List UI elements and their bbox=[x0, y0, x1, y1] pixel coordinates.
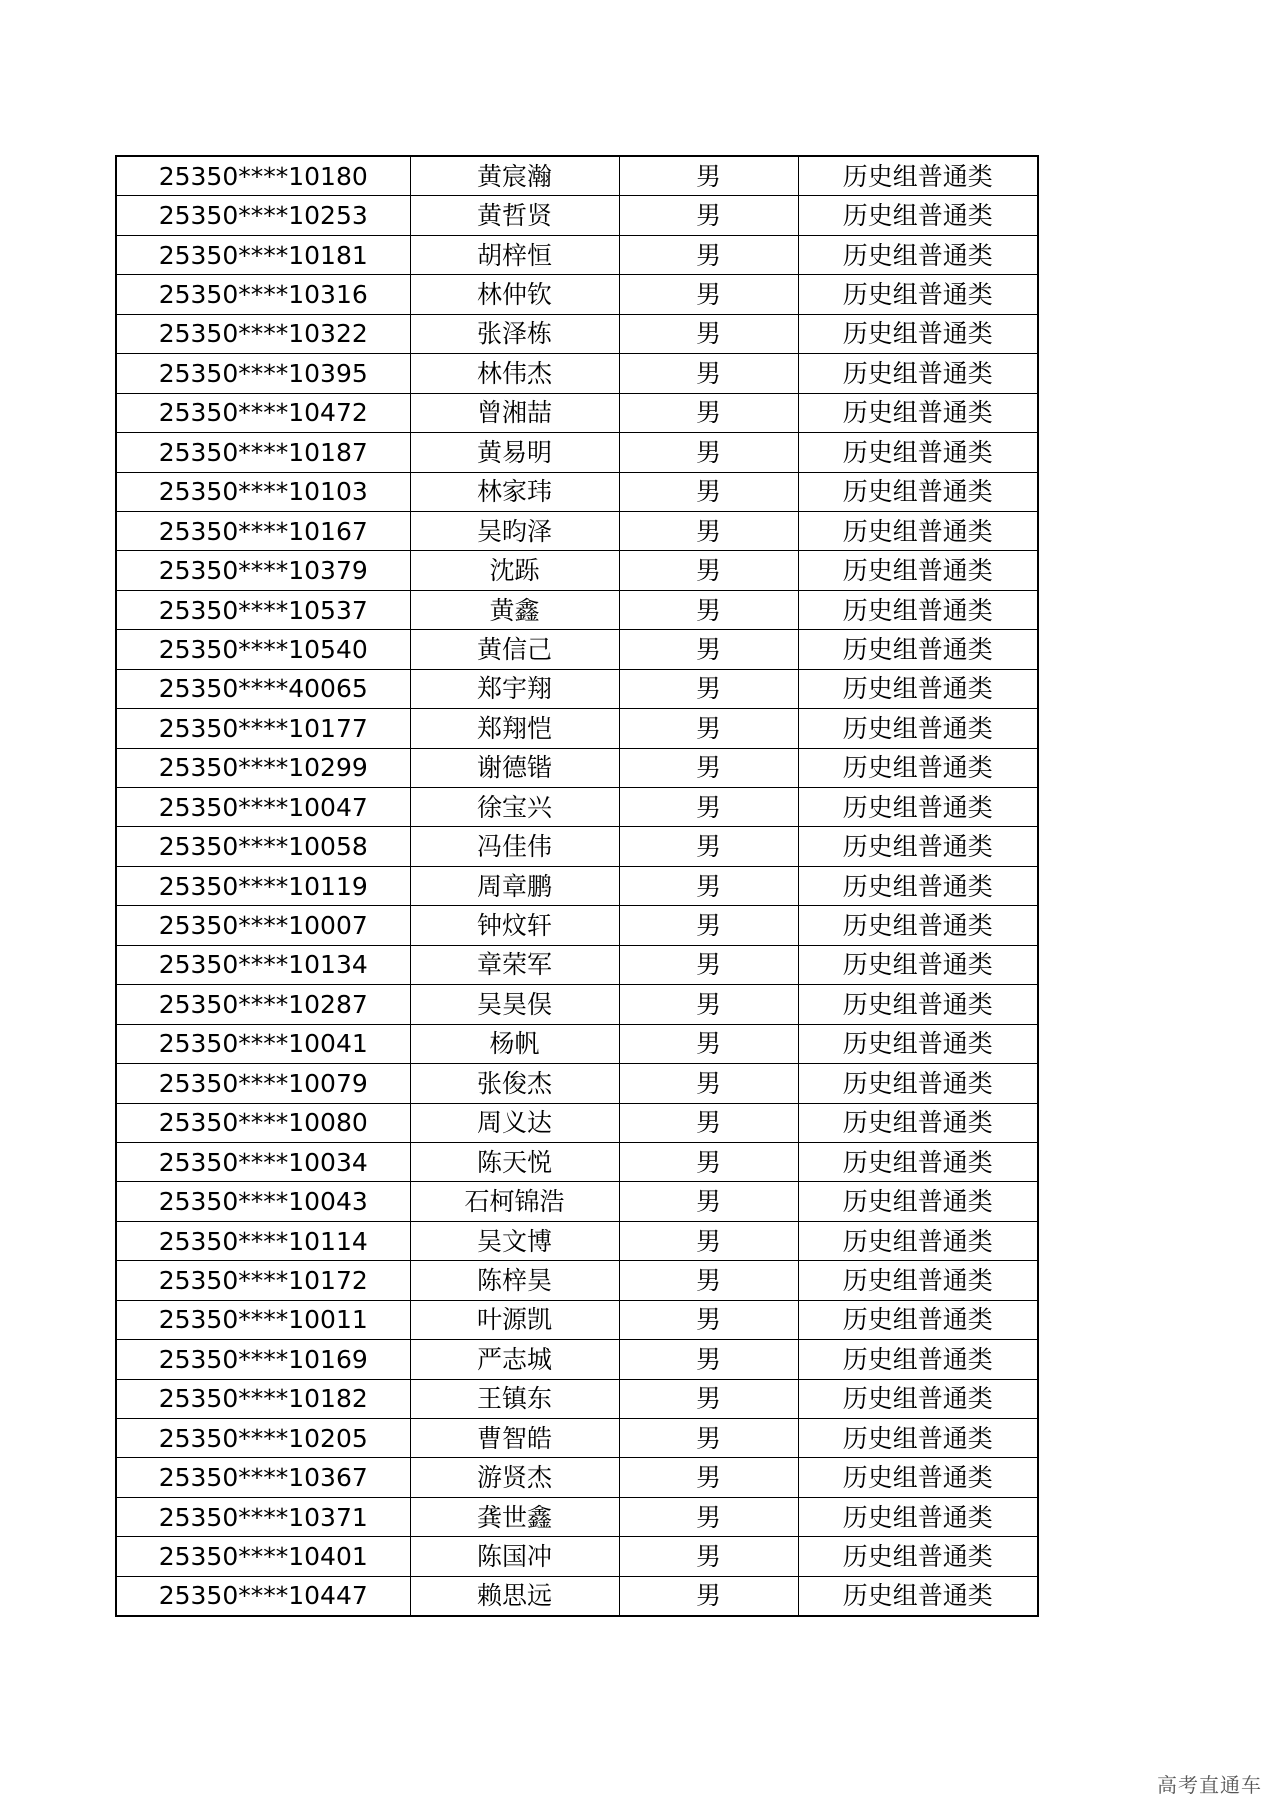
table-row bbox=[116, 945, 1038, 984]
gender-cell: 男 bbox=[619, 630, 798, 669]
table-row bbox=[116, 590, 1038, 629]
table-row bbox=[116, 788, 1038, 827]
category-cell: 历史组普通类 bbox=[798, 511, 1038, 550]
exam-number-cell: 25350****10041 bbox=[116, 1024, 410, 1063]
student-name-cell: 陈梓昊 bbox=[410, 1261, 619, 1300]
category-cell: 历史组普通类 bbox=[798, 590, 1038, 629]
category-cell: 历史组普通类 bbox=[798, 1300, 1038, 1339]
category-cell: 历史组普通类 bbox=[798, 985, 1038, 1024]
student-name-cell: 徐宝兴 bbox=[410, 788, 619, 827]
exam-number-cell: 25350****10043 bbox=[116, 1182, 410, 1221]
exam-number-cell: 25350****10287 bbox=[116, 985, 410, 1024]
gender-cell: 男 bbox=[619, 827, 798, 866]
table-row bbox=[116, 472, 1038, 511]
table-row bbox=[116, 433, 1038, 472]
exam-number-cell: 25350****10180 bbox=[116, 156, 410, 196]
category-cell: 历史组普通类 bbox=[798, 1576, 1038, 1616]
table-row bbox=[116, 630, 1038, 669]
exam-number-cell: 25350****10371 bbox=[116, 1497, 410, 1536]
category-cell: 历史组普通类 bbox=[798, 156, 1038, 196]
watermark-text: 高考直通车 bbox=[1157, 1773, 1262, 1797]
category-cell: 历史组普通类 bbox=[798, 1419, 1038, 1458]
student-name-cell: 石柯锦浩 bbox=[410, 1182, 619, 1221]
table-row bbox=[116, 1142, 1038, 1181]
student-name-cell: 曹智皓 bbox=[410, 1419, 619, 1458]
category-cell: 历史组普通类 bbox=[798, 275, 1038, 314]
table-row bbox=[116, 1497, 1038, 1536]
table-row bbox=[116, 1182, 1038, 1221]
exam-number-cell: 25350****10537 bbox=[116, 590, 410, 629]
student-name-cell: 周义达 bbox=[410, 1103, 619, 1142]
student-name-cell: 赖思远 bbox=[410, 1576, 619, 1616]
table-row bbox=[116, 393, 1038, 432]
exam-number-cell: 25350****10007 bbox=[116, 906, 410, 945]
student-name-cell: 严志城 bbox=[410, 1340, 619, 1379]
gender-cell: 男 bbox=[619, 866, 798, 905]
table-row bbox=[116, 1458, 1038, 1497]
table-row bbox=[116, 1576, 1038, 1616]
category-cell: 历史组普通类 bbox=[798, 630, 1038, 669]
category-cell: 历史组普通类 bbox=[798, 1182, 1038, 1221]
exam-number-cell: 25350****10034 bbox=[116, 1142, 410, 1181]
exam-number-cell: 25350****10540 bbox=[116, 630, 410, 669]
table-row bbox=[116, 156, 1038, 196]
gender-cell: 男 bbox=[619, 590, 798, 629]
table-row bbox=[116, 1537, 1038, 1576]
student-name-cell: 游贤杰 bbox=[410, 1458, 619, 1497]
student-name-cell: 陈天悦 bbox=[410, 1142, 619, 1181]
student-name-cell: 郑宇翔 bbox=[410, 669, 619, 708]
student-name-cell: 钟炆轩 bbox=[410, 906, 619, 945]
gender-cell: 男 bbox=[619, 275, 798, 314]
gender-cell: 男 bbox=[619, 1458, 798, 1497]
student-name-cell: 张泽栋 bbox=[410, 314, 619, 353]
gender-cell: 男 bbox=[619, 156, 798, 196]
table-row bbox=[116, 196, 1038, 235]
gender-cell: 男 bbox=[619, 354, 798, 393]
category-cell: 历史组普通类 bbox=[798, 1024, 1038, 1063]
gender-cell: 男 bbox=[619, 196, 798, 235]
gender-cell: 男 bbox=[619, 511, 798, 550]
category-cell: 历史组普通类 bbox=[798, 196, 1038, 235]
exam-number-cell: 25350****10058 bbox=[116, 827, 410, 866]
student-name-cell: 黄鑫 bbox=[410, 590, 619, 629]
student-name-cell: 黄哲贤 bbox=[410, 196, 619, 235]
gender-cell: 男 bbox=[619, 788, 798, 827]
category-cell: 历史组普通类 bbox=[798, 1497, 1038, 1536]
exam-number-cell: 25350****10119 bbox=[116, 866, 410, 905]
gender-cell: 男 bbox=[619, 1182, 798, 1221]
category-cell: 历史组普通类 bbox=[798, 827, 1038, 866]
exam-number-cell: 25350****10182 bbox=[116, 1379, 410, 1418]
gender-cell: 男 bbox=[619, 945, 798, 984]
table-row bbox=[116, 275, 1038, 314]
table-row bbox=[116, 1300, 1038, 1339]
category-cell: 历史组普通类 bbox=[798, 1537, 1038, 1576]
exam-number-cell: 25350****10169 bbox=[116, 1340, 410, 1379]
exam-number-cell: 25350****10079 bbox=[116, 1064, 410, 1103]
table-row bbox=[116, 1340, 1038, 1379]
exam-number-cell: 25350****10047 bbox=[116, 788, 410, 827]
table-row bbox=[116, 1024, 1038, 1063]
gender-cell: 男 bbox=[619, 1142, 798, 1181]
category-cell: 历史组普通类 bbox=[798, 748, 1038, 787]
category-cell: 历史组普通类 bbox=[798, 314, 1038, 353]
table-row bbox=[116, 985, 1038, 1024]
student-name-cell: 谢德锴 bbox=[410, 748, 619, 787]
gender-cell: 男 bbox=[619, 748, 798, 787]
table-row bbox=[116, 1221, 1038, 1260]
table-row bbox=[116, 314, 1038, 353]
roster-table-body bbox=[116, 156, 1038, 1616]
exam-number-cell: 25350****10322 bbox=[116, 314, 410, 353]
table-row bbox=[116, 354, 1038, 393]
gender-cell: 男 bbox=[619, 1064, 798, 1103]
table-row bbox=[116, 1064, 1038, 1103]
category-cell: 历史组普通类 bbox=[798, 906, 1038, 945]
category-cell: 历史组普通类 bbox=[798, 551, 1038, 590]
gender-cell: 男 bbox=[619, 1537, 798, 1576]
category-cell: 历史组普通类 bbox=[798, 1064, 1038, 1103]
student-name-cell: 黄易明 bbox=[410, 433, 619, 472]
table-row bbox=[116, 827, 1038, 866]
student-name-cell: 黄宸瀚 bbox=[410, 156, 619, 196]
gender-cell: 男 bbox=[619, 1419, 798, 1458]
category-cell: 历史组普通类 bbox=[798, 433, 1038, 472]
gender-cell: 男 bbox=[619, 669, 798, 708]
student-name-cell: 林伟杰 bbox=[410, 354, 619, 393]
exam-number-cell: 25350****10401 bbox=[116, 1537, 410, 1576]
table-row bbox=[116, 1103, 1038, 1142]
student-name-cell: 陈国冲 bbox=[410, 1537, 619, 1576]
student-name-cell: 林家玮 bbox=[410, 472, 619, 511]
exam-number-cell: 25350****10177 bbox=[116, 709, 410, 748]
student-name-cell: 张俊杰 bbox=[410, 1064, 619, 1103]
student-name-cell: 吴昊俣 bbox=[410, 985, 619, 1024]
exam-number-cell: 25350****10472 bbox=[116, 393, 410, 432]
gender-cell: 男 bbox=[619, 1576, 798, 1616]
student-name-cell: 黄信己 bbox=[410, 630, 619, 669]
student-name-cell: 郑翔恺 bbox=[410, 709, 619, 748]
table-row bbox=[116, 748, 1038, 787]
exam-number-cell: 25350****10114 bbox=[116, 1221, 410, 1260]
student-roster-table bbox=[115, 155, 1039, 1617]
exam-number-cell: 25350****10447 bbox=[116, 1576, 410, 1616]
table-row bbox=[116, 235, 1038, 274]
student-name-cell: 叶源凯 bbox=[410, 1300, 619, 1339]
gender-cell: 男 bbox=[619, 1221, 798, 1260]
exam-number-cell: 25350****10367 bbox=[116, 1458, 410, 1497]
table-row bbox=[116, 866, 1038, 905]
student-name-cell: 沈跞 bbox=[410, 551, 619, 590]
student-name-cell: 林仲钦 bbox=[410, 275, 619, 314]
gender-cell: 男 bbox=[619, 1261, 798, 1300]
exam-number-cell: 25350****10172 bbox=[116, 1261, 410, 1300]
exam-number-cell: 25350****10379 bbox=[116, 551, 410, 590]
exam-number-cell: 25350****40065 bbox=[116, 669, 410, 708]
student-name-cell: 胡梓恒 bbox=[410, 235, 619, 274]
exam-number-cell: 25350****10187 bbox=[116, 433, 410, 472]
exam-number-cell: 25350****10253 bbox=[116, 196, 410, 235]
exam-number-cell: 25350****10103 bbox=[116, 472, 410, 511]
gender-cell: 男 bbox=[619, 393, 798, 432]
student-name-cell: 杨帆 bbox=[410, 1024, 619, 1063]
category-cell: 历史组普通类 bbox=[798, 669, 1038, 708]
exam-number-cell: 25350****10205 bbox=[116, 1419, 410, 1458]
gender-cell: 男 bbox=[619, 551, 798, 590]
category-cell: 历史组普通类 bbox=[798, 1458, 1038, 1497]
category-cell: 历史组普通类 bbox=[798, 393, 1038, 432]
table-row bbox=[116, 906, 1038, 945]
exam-number-cell: 25350****10395 bbox=[116, 354, 410, 393]
exam-number-cell: 25350****10167 bbox=[116, 511, 410, 550]
gender-cell: 男 bbox=[619, 985, 798, 1024]
gender-cell: 男 bbox=[619, 1300, 798, 1339]
table-row bbox=[116, 669, 1038, 708]
table-row bbox=[116, 1379, 1038, 1418]
student-name-cell: 曾湘喆 bbox=[410, 393, 619, 432]
student-name-cell: 周章鹏 bbox=[410, 866, 619, 905]
student-name-cell: 龚世鑫 bbox=[410, 1497, 619, 1536]
category-cell: 历史组普通类 bbox=[798, 1340, 1038, 1379]
category-cell: 历史组普通类 bbox=[798, 354, 1038, 393]
category-cell: 历史组普通类 bbox=[798, 788, 1038, 827]
gender-cell: 男 bbox=[619, 1497, 798, 1536]
gender-cell: 男 bbox=[619, 1379, 798, 1418]
exam-number-cell: 25350****10316 bbox=[116, 275, 410, 314]
student-name-cell: 冯佳伟 bbox=[410, 827, 619, 866]
category-cell: 历史组普通类 bbox=[798, 1221, 1038, 1260]
gender-cell: 男 bbox=[619, 1340, 798, 1379]
gender-cell: 男 bbox=[619, 235, 798, 274]
exam-number-cell: 25350****10299 bbox=[116, 748, 410, 787]
exam-number-cell: 25350****10080 bbox=[116, 1103, 410, 1142]
category-cell: 历史组普通类 bbox=[798, 472, 1038, 511]
gender-cell: 男 bbox=[619, 433, 798, 472]
student-name-cell: 吴昀泽 bbox=[410, 511, 619, 550]
exam-number-cell: 25350****10011 bbox=[116, 1300, 410, 1339]
table-row bbox=[116, 709, 1038, 748]
table-row bbox=[116, 1419, 1038, 1458]
exam-number-cell: 25350****10134 bbox=[116, 945, 410, 984]
student-name-cell: 章荣军 bbox=[410, 945, 619, 984]
table-row bbox=[116, 511, 1038, 550]
student-name-cell: 王镇东 bbox=[410, 1379, 619, 1418]
category-cell: 历史组普通类 bbox=[798, 1142, 1038, 1181]
gender-cell: 男 bbox=[619, 472, 798, 511]
table-row bbox=[116, 1261, 1038, 1300]
table-row bbox=[116, 551, 1038, 590]
gender-cell: 男 bbox=[619, 314, 798, 353]
gender-cell: 男 bbox=[619, 1024, 798, 1063]
exam-number-cell: 25350****10181 bbox=[116, 235, 410, 274]
category-cell: 历史组普通类 bbox=[798, 866, 1038, 905]
gender-cell: 男 bbox=[619, 906, 798, 945]
student-name-cell: 吴文博 bbox=[410, 1221, 619, 1260]
category-cell: 历史组普通类 bbox=[798, 709, 1038, 748]
category-cell: 历史组普通类 bbox=[798, 945, 1038, 984]
gender-cell: 男 bbox=[619, 709, 798, 748]
category-cell: 历史组普通类 bbox=[798, 1261, 1038, 1300]
category-cell: 历史组普通类 bbox=[798, 1103, 1038, 1142]
category-cell: 历史组普通类 bbox=[798, 235, 1038, 274]
category-cell: 历史组普通类 bbox=[798, 1379, 1038, 1418]
gender-cell: 男 bbox=[619, 1103, 798, 1142]
